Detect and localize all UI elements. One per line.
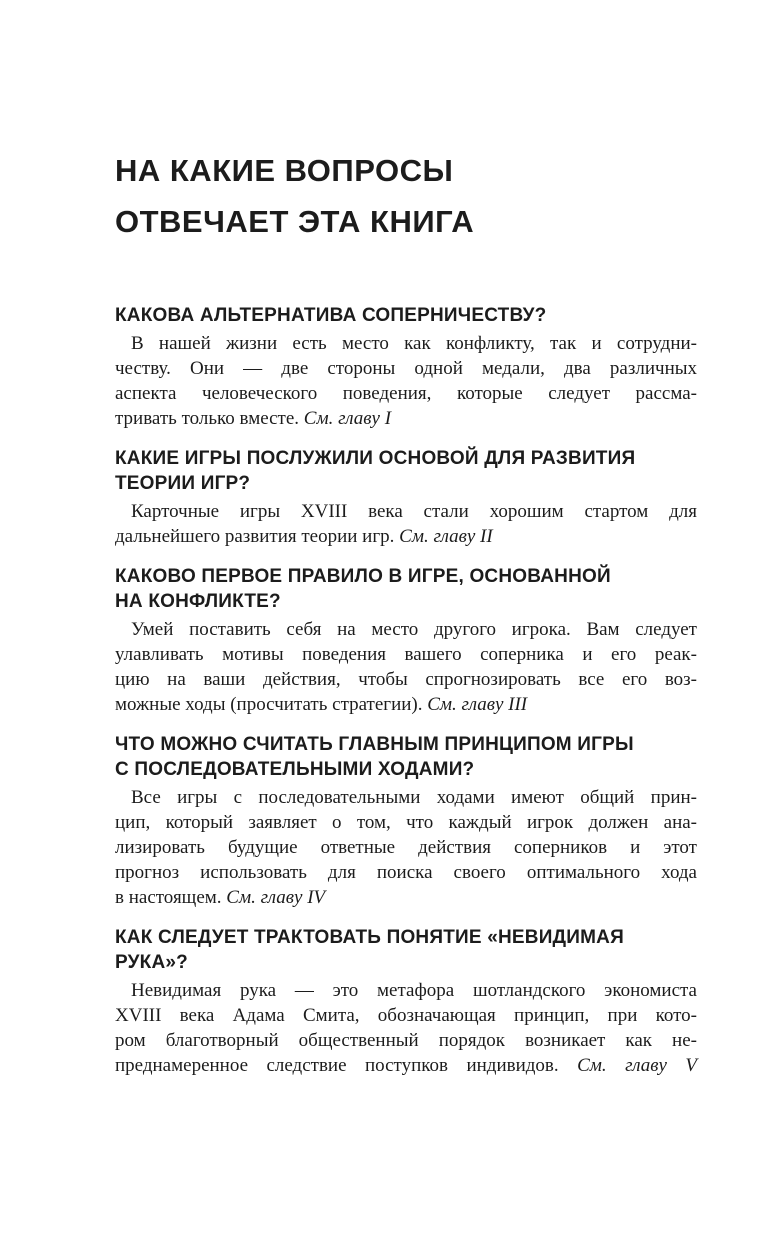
answer-line: аспекта человеческого поведения, которые следует рассма-: [115, 383, 697, 404]
question-heading: [115, 303, 697, 328]
answer-line-text: преднамеренное следствие поступков индивидов.: [115, 1055, 559, 1076]
question-block: [115, 564, 697, 717]
answer-line-last: [115, 1053, 697, 1078]
question-heading-line: КАКОВА АЛЬТЕРНАТИВА СОПЕРНИЧЕСТВУ?: [115, 305, 547, 326]
answer-line-last: [115, 406, 697, 431]
answer-line: цип, который заявляет о том, что каждый игрок должен ана-: [115, 812, 697, 833]
question-heading-line: ТЕОРИИ ИГР?: [115, 473, 251, 494]
page: [115, 145, 697, 1093]
answer-line: Карточные игры XVIII века стали хорошим стартом для: [131, 501, 697, 522]
question-heading: [115, 564, 697, 614]
chapter-reference: См. главу III: [427, 694, 528, 715]
chapter-reference: См. главу II: [399, 526, 493, 547]
page-title-line: НА КАКИЕ ВОПРОСЫ: [115, 153, 454, 188]
question-heading-line: РУКА»?: [115, 952, 188, 973]
question-heading-line: С ПОСЛЕДОВАТЕЛЬНЫМИ ХОДАМИ?: [115, 759, 475, 780]
question-heading-line: КАКОВО ПЕРВОЕ ПРАВИЛО В ИГРЕ, ОСНОВАННОЙ: [115, 566, 611, 587]
answer-line-last: [115, 692, 697, 717]
answer-line-text: дальнейшего развития теории игр.: [115, 526, 395, 547]
question-heading-line: КАК СЛЕДУЕТ ТРАКТОВАТЬ ПОНЯТИЕ «НЕВИДИМАЯ: [115, 927, 624, 948]
answer-line-text: тривать только вместе.: [115, 408, 300, 429]
answer-line: Умей поставить себя на место другого игрока. Вам следует: [131, 619, 697, 640]
answer-line: Все игры с последовательными ходами имеют общий прин-: [131, 787, 697, 808]
question-heading: [115, 925, 697, 975]
chapter-reference: См. главу V: [577, 1055, 698, 1076]
answer-line: улавливать мотивы поведения вашего соперника и его реак-: [115, 644, 697, 665]
answer-line: XVIII века Адама Смита, обозначающая принцип, при кото-: [115, 1005, 697, 1026]
answer-line: лизировать будущие ответные действия соперников и этот: [115, 837, 697, 858]
answer-text: [115, 617, 697, 717]
question-heading: [115, 446, 697, 496]
answer-line: прогноз использовать для поиска своего оптимального хода: [115, 862, 697, 883]
answer-text: [115, 331, 697, 431]
answer-line-text: в настоящем.: [115, 887, 222, 908]
page-title-line: ОТВЕЧАЕТ ЭТА КНИГА: [115, 204, 475, 239]
question-heading: [115, 732, 697, 782]
answer-line-last: [115, 885, 697, 910]
answer-line-last: [115, 524, 697, 549]
answer-line: ром благотворный общественный порядок возникает как не-: [115, 1030, 697, 1051]
answer-line: цию на ваши действия, чтобы спрогнозировать все его воз-: [115, 669, 697, 690]
answer-text: [115, 978, 697, 1078]
chapter-reference: См. главу I: [303, 408, 392, 429]
answer-line: Невидимая рука — это метафора шотландского экономиста: [131, 980, 697, 1001]
question-block: [115, 925, 697, 1078]
question-heading-line: ЧТО МОЖНО СЧИТАТЬ ГЛАВНЫМ ПРИНЦИПОМ ИГРЫ: [115, 734, 634, 755]
answer-line-text: можные ходы (просчитать стратегии).: [115, 694, 423, 715]
answer-line: честву. Они — две стороны одной медали, два различных: [115, 358, 697, 379]
question-block: [115, 446, 697, 549]
question-heading-line: НА КОНФЛИКТЕ?: [115, 591, 281, 612]
page-title: [115, 145, 697, 247]
question-heading-line: КАКИЕ ИГРЫ ПОСЛУЖИЛИ ОСНОВОЙ ДЛЯ РАЗВИТИЯ: [115, 448, 636, 469]
question-block: [115, 732, 697, 910]
answer-text: [115, 499, 697, 549]
answer-line: В нашей жизни есть место как конфликту, так и сотрудни-: [131, 333, 697, 354]
question-block: [115, 303, 697, 431]
answer-text: [115, 785, 697, 910]
chapter-reference: См. главу IV: [226, 887, 326, 908]
